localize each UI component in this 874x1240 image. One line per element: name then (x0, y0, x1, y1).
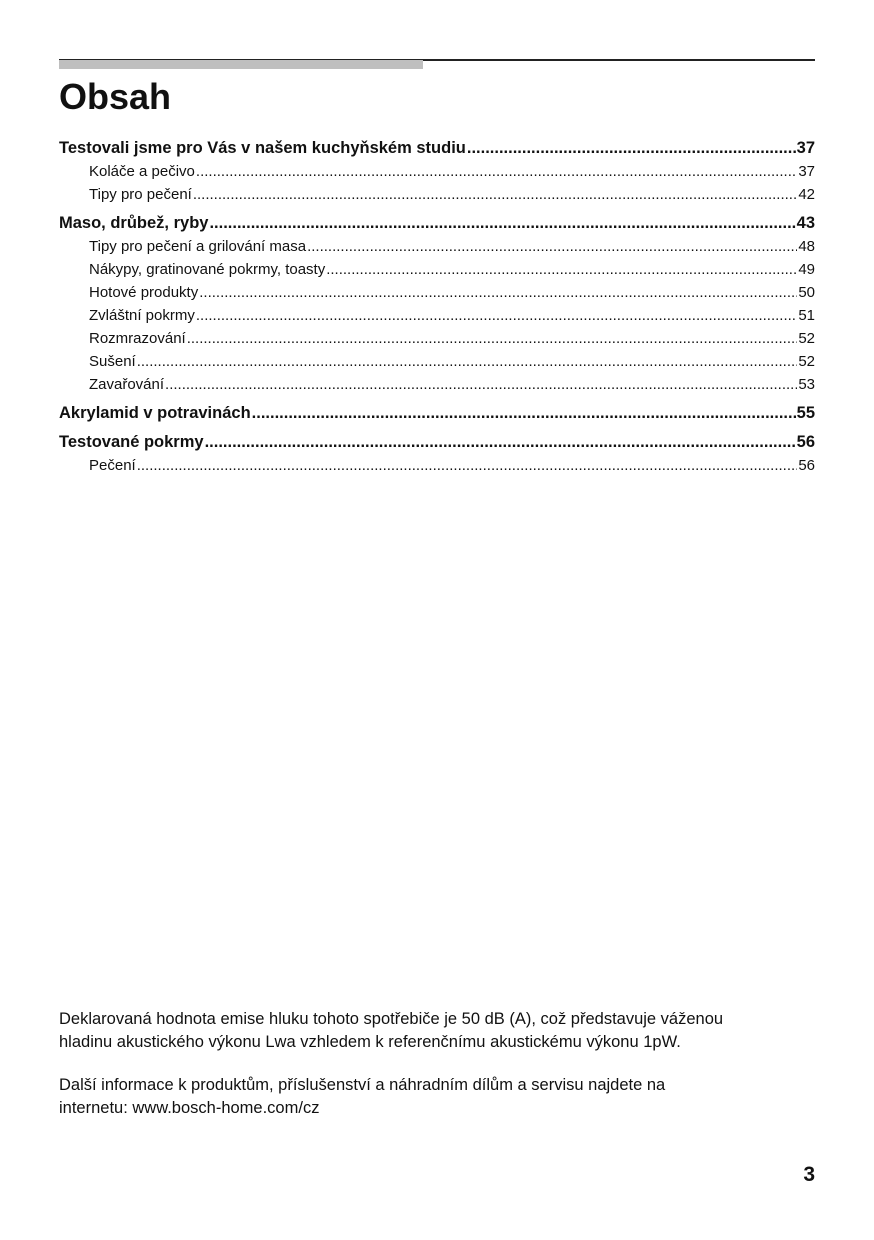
toc-entry-page: 53 (798, 376, 815, 393)
toc-entry-hotove-produkty[interactable] (59, 281, 815, 304)
toc-entry-akrylamid[interactable] (59, 402, 815, 425)
noise-note-line-2: hladinu akustického výkonu Lwa vzhledem k referenčnímu akustickému výkonu 1pW. (59, 1033, 681, 1051)
info-note-line-2: internetu: www.bosch-home.com/cz (59, 1099, 320, 1117)
toc-entry-label: Zvláštní pokrmy (89, 307, 195, 324)
toc-entry-label: Akrylamid v potravinách (59, 404, 251, 422)
toc-entry-tipy-peceni[interactable] (59, 183, 815, 206)
info-note-line-1: Další informace k produktům, příslušenství a náhradním dílům a servisu najdete na (59, 1076, 666, 1094)
toc-entry-label: Sušení (89, 353, 136, 370)
toc-entry-label: Testované pokrmy (59, 433, 204, 451)
toc-entry-page: 52 (798, 353, 815, 370)
toc-dot-leader (252, 402, 796, 425)
toc-entry-page: 48 (798, 238, 815, 255)
toc-entry-tipy-grilovani[interactable] (59, 235, 815, 258)
toc-entry-nakypy[interactable] (59, 258, 815, 281)
toc-entry-page: 56 (796, 433, 815, 451)
toc-dot-leader (137, 454, 798, 477)
toc-dot-leader (187, 327, 798, 350)
header-accent-bar (59, 60, 423, 69)
toc-entry-zavarovani[interactable] (59, 373, 815, 396)
toc-entry-label: Tipy pro pečení a grilování masa (89, 238, 307, 255)
page-title: Obsah (59, 76, 172, 117)
toc-entry-label: Rozmrazování (89, 330, 186, 347)
toc-entry-page: 56 (798, 457, 815, 474)
toc-entry-maso[interactable] (59, 212, 815, 235)
table-of-contents (59, 137, 815, 477)
noise-note-line-1: Deklarovaná hodnota emise hluku tohoto spotřebiče je 50 dB (A), což představuje váženou (59, 1010, 724, 1028)
product-info-note (59, 1074, 819, 1120)
toc-entry-page: 37 (798, 163, 815, 180)
toc-entry-testovali[interactable] (59, 137, 815, 160)
page-number: 3 (803, 1163, 815, 1186)
toc-entry-label: Testovali jsme pro Vás v našem kuchyňském studiu (59, 139, 466, 157)
toc-dot-leader (196, 160, 797, 183)
toc-entry-kolace[interactable] (59, 160, 815, 183)
toc-entry-page: 51 (798, 307, 815, 324)
toc-dot-leader (193, 183, 797, 206)
toc-entry-label: Tipy pro pečení (89, 186, 192, 203)
toc-entry-zvlastni-pokrmy[interactable] (59, 304, 815, 327)
toc-dot-leader (209, 212, 795, 235)
toc-entry-label: Maso, drůbež, ryby (59, 214, 209, 232)
toc-entry-page: 37 (796, 139, 815, 157)
toc-entry-testovane-pokrmy[interactable] (59, 431, 815, 454)
toc-entry-suseni[interactable] (59, 350, 815, 373)
toc-entry-page: 42 (798, 186, 815, 203)
toc-entry-page: 50 (798, 284, 815, 301)
toc-dot-leader (307, 235, 797, 258)
toc-dot-leader (467, 137, 796, 160)
toc-dot-leader (165, 373, 797, 396)
toc-entry-label: Koláče a pečivo (89, 163, 195, 180)
toc-dot-leader (326, 258, 797, 281)
toc-dot-leader (137, 350, 798, 373)
toc-entry-peceni[interactable] (59, 454, 815, 477)
toc-dot-leader (199, 281, 797, 304)
toc-entry-label: Hotové produkty (89, 284, 199, 301)
noise-emission-note (59, 1008, 819, 1054)
toc-dot-leader (196, 304, 797, 327)
toc-entry-page: 52 (798, 330, 815, 347)
toc-entry-page: 43 (796, 214, 815, 232)
toc-entry-label: Zavařování (89, 376, 165, 393)
toc-entry-page: 55 (796, 404, 815, 422)
toc-entry-page: 49 (798, 261, 815, 278)
toc-entry-label: Nákypy, gratinované pokrmy, toasty (89, 261, 326, 278)
toc-entry-rozmrazovani[interactable] (59, 327, 815, 350)
toc-dot-leader (205, 431, 796, 454)
toc-entry-label: Pečení (89, 457, 136, 474)
